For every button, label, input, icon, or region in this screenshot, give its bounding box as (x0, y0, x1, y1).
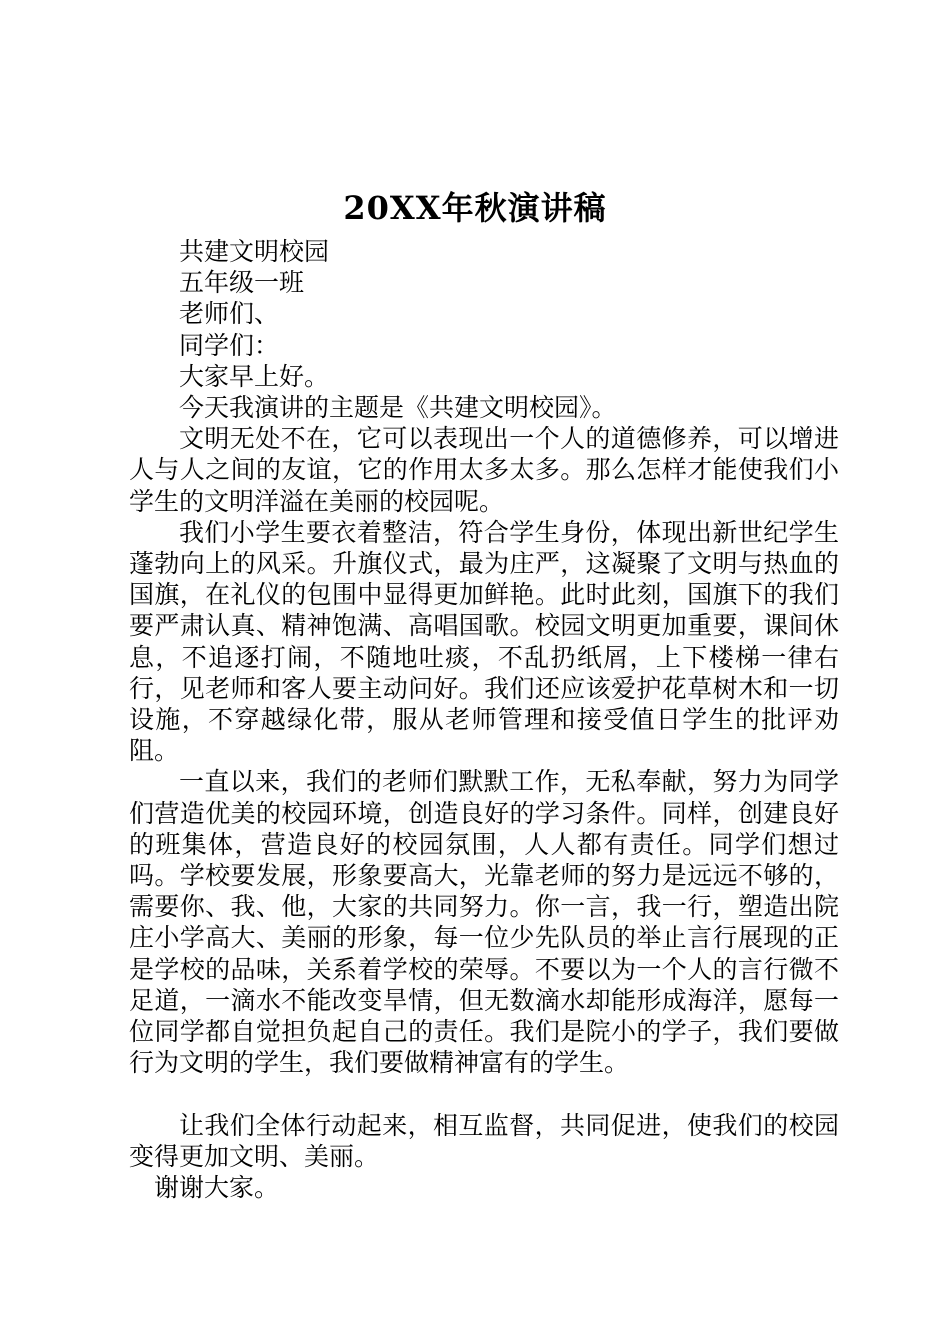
paragraph: 让我们全体行动起来，相互监督，共同促进，使我们的校园变得更加文明、美丽。 (129, 1110, 839, 1171)
paragraph: 文明无处不在，它可以表现出一个人的道德修养，可以增进人与人之间的友谊，它的作用太多太多。那么怎样才能使我们小学生的文明洋溢在美丽的校园呢。 (129, 424, 839, 516)
heading-line: 老师们、 (179, 299, 280, 329)
paragraph: 我们小学生要衣着整洁，符合学生身份，体现出新世纪学生蓬勃向上的风采。升旗仪式，最为庄严，这凝聚了文明与热血的国旗，在礼仪的包围中显得更加鲜艳。此时此刻，国旗下的我们要严肃认真、精神饱满、高唱国歌。校园文明更加重要，课间休息，不追逐打闹，不随地吐痰，不乱扔纸屑，上下楼梯一律右行，见老师和客人要主动问好。我们还应该爱护花草树木和一切设施，不穿越绿化带，服从老师管理和接受值日学生的批评劝阻。 (129, 517, 839, 766)
heading-line: 今天我演讲的主题是《共建文明校园》。 (179, 393, 617, 423)
blank-line (129, 1078, 839, 1109)
heading-line: 五年级一班 (179, 268, 305, 298)
heading-line: 大家早上好。 (179, 361, 330, 391)
closing-line: 谢谢大家。 (154, 1173, 280, 1203)
paragraph: 一直以来，我们的老师们默默工作，无私奉献，努力为同学们营造优美的校园环境，创造良好的学习条件。同样，创建良好的班集体，营造良好的校园氛围，人人都有责任。同学们想过吗。学校要发展，形象要高大，光靠老师的努力是远远不够的，需要你、我、他，大家的共同努力。你一言，我一行，塑造出院庄小学高大、美丽的形象，每一位少先队员的举止言行展现的正是学校的品味，关系着学校的荣辱。不要以为一个人的言行微不足道，一滴水不能改变旱情，但无数滴水却能形成海洋，愿每一位同学都自觉担负起自己的责任。我们是院小的学子，我们要做行为文明的学生，我们要做精神富有的学生。 (129, 767, 839, 1078)
document-body (129, 236, 839, 1203)
heading-line: 同学们： (179, 330, 280, 360)
document-title: 20XX年秋演讲稿 (343, 189, 607, 227)
heading-line: 共建文明校园 (179, 237, 330, 266)
